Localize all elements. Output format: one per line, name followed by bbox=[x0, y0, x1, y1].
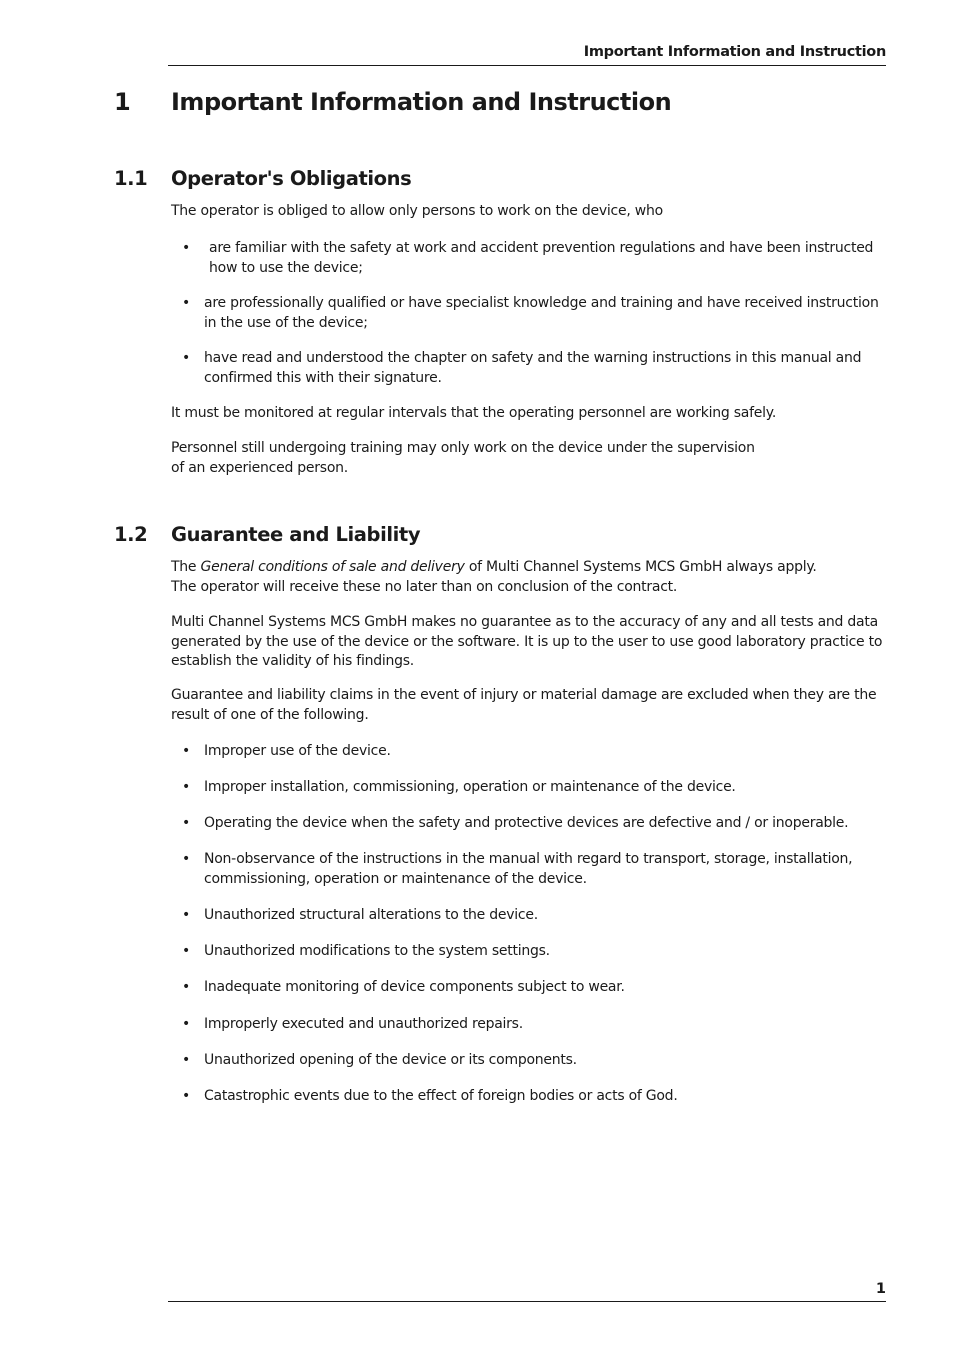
list-item-text: Improper use of the device. bbox=[204, 743, 391, 759]
list-item-text: Improper installation, commissioning, operation or maintenance of the device. bbox=[204, 779, 736, 795]
section-number: 1.2 bbox=[114, 523, 148, 546]
paragraph-monitoring bbox=[171, 404, 887, 424]
bullet-icon: • bbox=[182, 295, 191, 311]
list-item-text: are professionally qualified or have specialist knowledge and training and have received instruction in the use of the device; bbox=[204, 295, 879, 331]
bullet-icon: • bbox=[182, 1088, 191, 1104]
bullet-icon: • bbox=[182, 240, 191, 256]
conditions-title-italic: General conditions of sale and delivery bbox=[200, 559, 465, 575]
section-title: Operator's Obligations bbox=[171, 167, 412, 190]
list-item-text: Unauthorized modifications to the system settings. bbox=[204, 943, 550, 959]
page-footer bbox=[168, 1281, 886, 1302]
bullet-icon: • bbox=[182, 851, 191, 867]
paragraph-text-line-2: of an experienced person. bbox=[171, 459, 348, 476]
paragraph-text: It must be monitored at regular intervals that the operating personnel are working safely. bbox=[171, 405, 777, 421]
bullet-icon: • bbox=[182, 907, 191, 923]
paragraph-intro bbox=[171, 202, 887, 222]
bullet-icon: • bbox=[182, 815, 191, 831]
paragraph-claims-excluded bbox=[171, 686, 887, 725]
list-item bbox=[182, 349, 882, 388]
chapter-number: 1 bbox=[114, 88, 131, 116]
section-number: 1.1 bbox=[114, 167, 148, 190]
list-item bbox=[182, 239, 882, 278]
list-item bbox=[182, 1051, 882, 1071]
running-header bbox=[168, 44, 886, 66]
list-item bbox=[182, 850, 882, 889]
section-heading-operators-obligations bbox=[114, 167, 411, 190]
list-item-text: Unauthorized structural alterations to the device. bbox=[204, 907, 538, 923]
bullet-icon: • bbox=[182, 779, 191, 795]
text-fragment: The bbox=[171, 559, 201, 575]
list-item bbox=[182, 1087, 882, 1107]
paragraph-text-line-1: Personnel still undergoing training may only work on the device under the supervision bbox=[171, 440, 755, 456]
paragraph-text: The operator is obliged to allow only persons to work on the device, who bbox=[171, 203, 663, 219]
list-item-text: Catastrophic events due to the effect of foreign bodies or acts of God. bbox=[204, 1088, 678, 1104]
list-item-text: Non-observance of the instructions in the manual with regard to transport, storage, installation, commissioning, operation or maintenance of the device. bbox=[204, 851, 853, 887]
bullet-icon: • bbox=[182, 943, 191, 959]
page-number: 1 bbox=[875, 1281, 886, 1297]
section-heading-guarantee-liability bbox=[114, 523, 420, 546]
running-header-title: Important Information and Instruction bbox=[583, 44, 886, 60]
list-item-text: Unauthorized opening of the device or its components. bbox=[204, 1052, 577, 1068]
list-item-text: are familiar with the safety at work and accident prevention regulations and have been instructed how to use the device; bbox=[209, 240, 874, 276]
list-item-text: Improperly executed and unauthorized repairs. bbox=[204, 1016, 523, 1032]
list-item bbox=[182, 742, 882, 762]
list-item-text: Operating the device when the safety and protective devices are defective and / or inoperable. bbox=[204, 815, 849, 831]
list-item bbox=[182, 294, 882, 333]
paragraph-text: Multi Channel Systems MCS GmbH makes no guarantee as to the accuracy of any and all tests and data generated by the use of the device or the software. It is up to the user to use good laboratory practice to establish the validity of his findings. bbox=[171, 614, 883, 669]
list-item bbox=[182, 942, 882, 962]
list-item bbox=[182, 978, 882, 998]
list-item bbox=[182, 814, 882, 834]
list-item-text: Inadequate monitoring of device components subject to wear. bbox=[204, 979, 625, 995]
bullet-icon: • bbox=[182, 1016, 191, 1032]
paragraph-text: Guarantee and liability claims in the event of injury or material damage are excluded when they are the result of one of the following. bbox=[171, 687, 877, 723]
paragraph-conditions bbox=[171, 558, 887, 597]
bullet-icon: • bbox=[182, 350, 191, 366]
section-title: Guarantee and Liability bbox=[171, 523, 421, 546]
paragraph-text-line-1 bbox=[171, 558, 887, 578]
text-fragment: of Multi Channel Systems MCS GmbH always apply. bbox=[464, 559, 817, 575]
list-item bbox=[182, 778, 882, 798]
list-item-text: have read and understood the chapter on safety and the warning instructions in this manual and confirmed this with their signature. bbox=[204, 350, 862, 386]
bullet-icon: • bbox=[182, 1052, 191, 1068]
chapter-title bbox=[114, 88, 671, 116]
list-item bbox=[182, 906, 882, 926]
paragraph-no-guarantee bbox=[171, 613, 887, 672]
bullet-icon: • bbox=[182, 743, 191, 759]
list-item bbox=[182, 1015, 882, 1035]
paragraph-training bbox=[171, 439, 887, 478]
bullet-icon: • bbox=[182, 979, 191, 995]
chapter-title-text: Important Information and Instruction bbox=[171, 88, 672, 116]
paragraph-text-line-2: The operator will receive these no later than on conclusion of the contract. bbox=[171, 578, 678, 595]
